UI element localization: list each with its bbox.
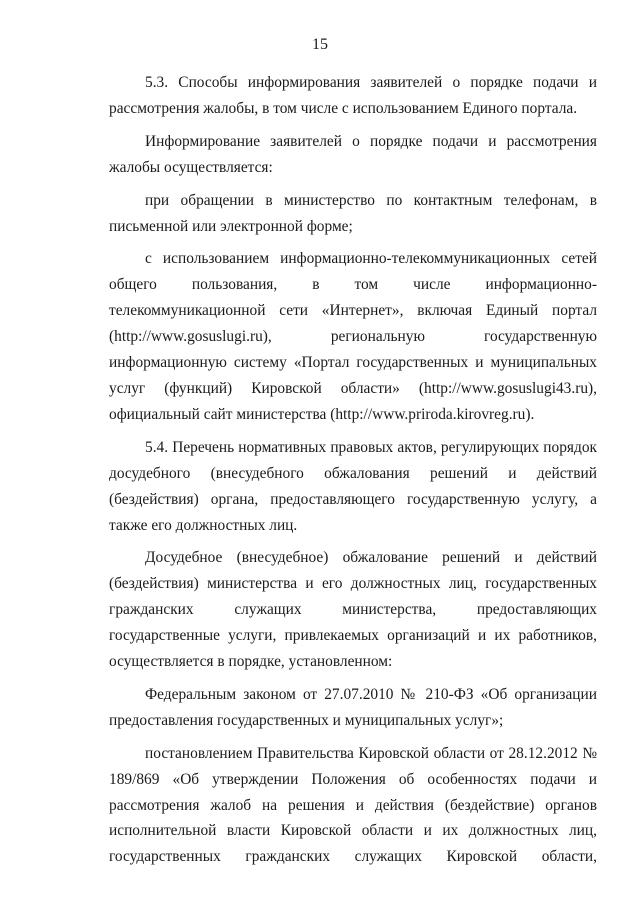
paragraph-internet-networks: с использованием информационно-телекоммуникационных сетей общего пользования, в том числе информационно-телекоммуникационной сети «Интернет», включая Единый портал (http://www.gosuslugi.ru), региональную государственную информационную систему «Портал государственных и муниципальных услуг (функций) Кировской области» (http://www.gosuslugi43.ru), официальный сайт министерства (http://www.priroda.kirovreg.ru). [109,250,597,423]
paragraph-regional-decree: постановлением Правительства Кировской области от 28.12.2012 № 189/869 «Об утверждении Положения об особенностях подачи и рассмотрения жалоб на решения и действия (бездействие) органов исполнительной власти Кировской области и их должностных лиц, государственных гражданских служащих Кировской области, [109,744,597,866]
section-5-4-heading: 5.4. Перечень нормативных правовых актов, регулирующих порядок досудебного (внесудебного обжалования решений и действий (бездействия) органа, предоставляющего государственную услугу, а также его должностных лиц. [109,438,597,534]
paragraph-phone-written: при обращении в министерство по контактным телефонам, в письменной или электронной форме; [109,191,597,235]
paragraph-federal-law: Федеральным законом от 27.07.2010 № 210-ФЗ «Об организации предоставления государственных и муниципальных услуг»; [109,685,597,729]
page-number: 15 [312,36,328,53]
section-5-3-heading: 5.3. Способы информирования заявителей о порядке подачи и рассмотрения жалобы, в том числе с использованием Единого портала. [109,74,597,117]
document-body [109,70,597,870]
paragraph-informing-intro: Информирование заявителей о порядке подачи и рассмотрения жалобы осуществляется: [109,132,597,176]
paragraph-pretrial-appeal: Досудебное (внесудебное) обжалование решений и действий (бездействия) министерства и его должностных лиц, государственных гражданских служащих министерства, предоставляющих государственные услуги, привлекаемых организаций и их работников, осуществляется в порядке, установленном: [109,549,597,671]
